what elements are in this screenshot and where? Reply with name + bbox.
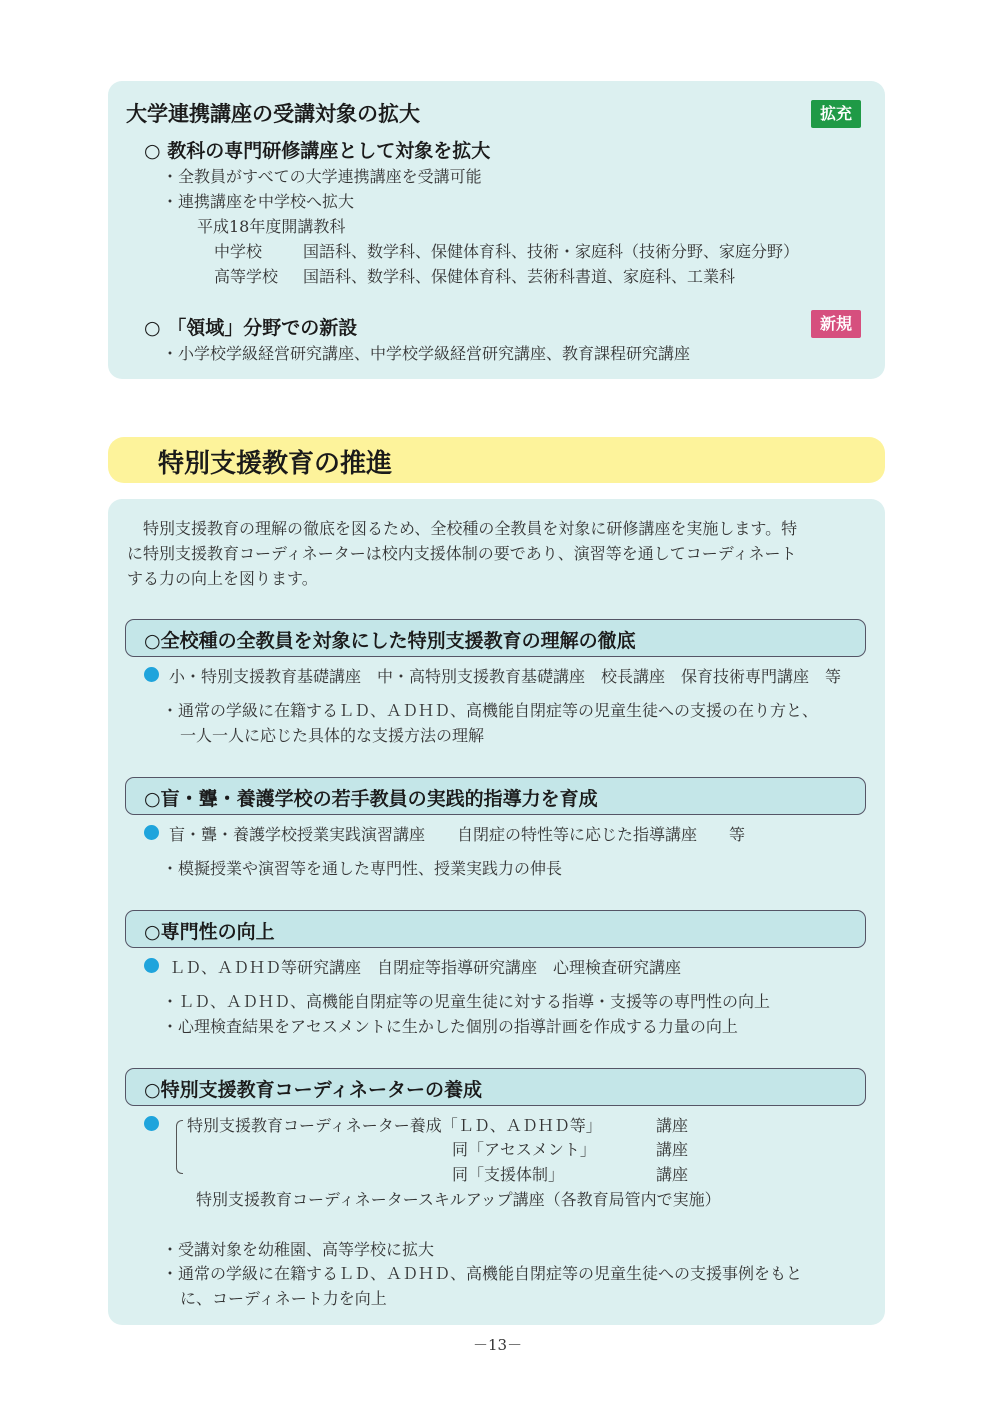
item1-heading: ○ 教科の専門研修講座として対象を拡大 xyxy=(144,140,491,162)
section2-title: 特別支援教育の推進 xyxy=(158,449,393,479)
block2-note-1: ・模擬授業や演習等を通した専門性、授業実践力の伸長 xyxy=(162,859,563,878)
item1-bullet-2: ・連携講座を中学校へ拡大 xyxy=(162,192,355,211)
block4-skillup: 特別支援教育コーディネータースキルアップ講座（各教育局管内で実施） xyxy=(196,1190,721,1209)
block4-note-2: ・通常の学級に在籍するＬＤ、ＡＤＨＤ、高機能自閉症等の児童生徒への支援事例をもと xyxy=(162,1264,803,1283)
block3-courses: ＬＤ、ＡＤＨＤ等研究講座 自閉症等指導研究講座 心理検査研究講座 xyxy=(169,958,682,977)
block1-note-2: 一人一人に応じた具体的な支援方法の理解 xyxy=(180,726,485,745)
block3-note-1: ・ＬＤ、ＡＤＨＤ、高機能自閉症等の児童生徒に対する指導・支援等の専門性の向上 xyxy=(162,992,771,1011)
row-school-junior: 中学校 xyxy=(214,242,263,261)
bullet-dot-icon xyxy=(144,667,159,682)
block1-courses: 小・特別支援教育基礎講座 中・高特別支援教育基礎講座 校長講座 保育技術専門講座 等 xyxy=(169,667,842,686)
intro-line-2: に特別支援教育コーディネーターは校内支援体制の要であり、演習等を通してコーディネート xyxy=(127,544,797,563)
badge-new: 新規 xyxy=(811,310,861,338)
block4-course-3-suffix: 講座 xyxy=(656,1165,689,1184)
item2-heading: ○ 「領域」分野での新設 xyxy=(144,317,358,339)
bullet-dot-icon xyxy=(144,825,159,840)
badge-expand: 拡充 xyxy=(811,100,861,128)
block3-heading: ○専門性の向上 xyxy=(144,921,275,943)
block4-heading: ○特別支援教育コーディネーターの養成 xyxy=(144,1079,483,1101)
block4-course-1: 特別支援教育コーディネーター養成「ＬＤ、ＡＤＨＤ等」 xyxy=(187,1116,602,1135)
block4-course-1-suffix: 講座 xyxy=(656,1116,689,1135)
block1-heading: ○全校種の全教員を対象にした特別支援教育の理解の徹底 xyxy=(144,630,636,652)
section2-banner xyxy=(108,437,885,483)
block1-note-1: ・通常の学級に在籍するＬＤ、ＡＤＨＤ、高機能自閉症等の児童生徒への支援の在り方と、 xyxy=(162,701,819,720)
intro-line-3: する力の向上を図ります。 xyxy=(127,569,318,588)
year-label: 平成18年度開講教科 xyxy=(197,217,346,236)
block2-heading-box xyxy=(125,777,866,815)
block2-heading: ○盲・聾・養護学校の若手教員の実践的指導力を育成 xyxy=(144,788,598,810)
block4-note-3: に、コーディネート力を向上 xyxy=(180,1289,387,1308)
block4-heading-box xyxy=(125,1068,866,1106)
block1-heading-box xyxy=(125,619,866,657)
block4-note-1: ・受講対象を幼稚園、高等学校に拡大 xyxy=(162,1240,435,1259)
block4-course-2-suffix: 講座 xyxy=(656,1140,689,1159)
row-subjects-junior: 国語科、数学科、保健体育科、技術・家庭科（技術分野、家庭分野） xyxy=(303,242,800,261)
bullet-dot-icon xyxy=(144,958,159,973)
row-school-high: 高等学校 xyxy=(214,267,279,286)
item2-bullet-1: ・小学校学級経営研究講座、中学校学級経営研究講座、教育課程研究講座 xyxy=(162,344,691,363)
block2-courses: 盲・聾・養護学校授業実践演習講座 自閉症の特性等に応じた指導講座 等 xyxy=(169,825,746,844)
intro-line-1: 特別支援教育の理解の徹底を図るため、全校種の全教員を対象に研修講座を実施します。特 xyxy=(143,519,798,538)
block4-course-3: 同「支援体制」 xyxy=(452,1165,565,1184)
row-subjects-high: 国語科、数学科、保健体育科、芸術科書道、家庭科、工業科 xyxy=(303,267,736,286)
brace-icon xyxy=(176,1120,183,1174)
item1-bullet-1: ・全教員がすべての大学連携講座を受講可能 xyxy=(162,167,482,186)
section1-title: 大学連携講座の受講対象の拡大 xyxy=(126,102,420,126)
block3-note-2: ・心理検査結果をアセスメントに生かした個別の指導計画を作成する力量の向上 xyxy=(162,1017,738,1036)
block4-course-2: 同「アセスメント」 xyxy=(452,1140,596,1159)
block3-heading-box xyxy=(125,910,866,948)
page-number: －13－ xyxy=(473,1336,523,1354)
bullet-dot-icon xyxy=(144,1116,159,1131)
